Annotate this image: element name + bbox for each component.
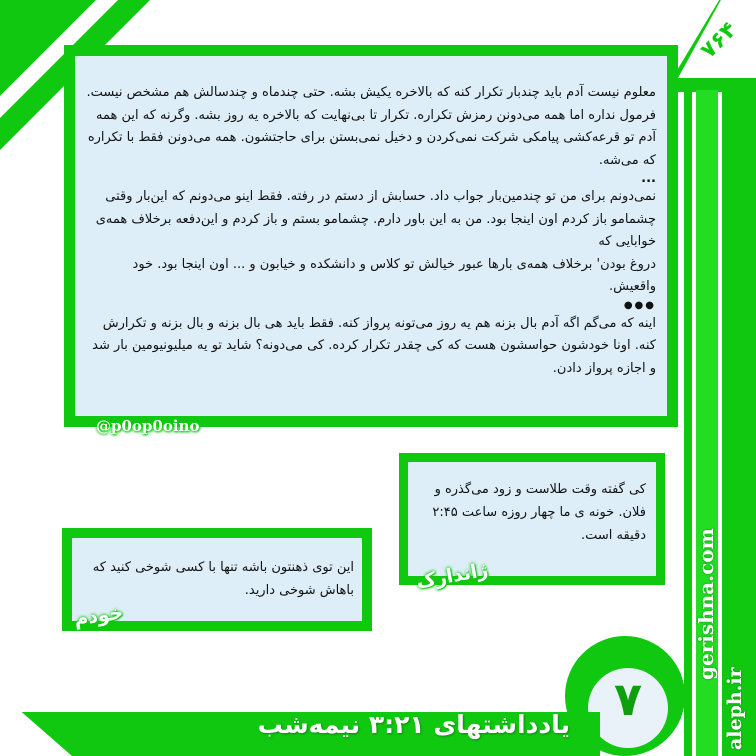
footer-title: یادداشتهای ۳:۲۱ نیمه‌شب [257,710,570,739]
quote-left-text: این توی ذهنتون باشه تنها با کسی شوخی کنید که باهاش شوخی دارید. [92,560,354,598]
paragraph-1: معلوم نیست آدم باید چندبار تکرار کنه که بالاخره یکیش بشه. حتی چندماه و چندسالش هم مشخص نیست. فرمول نداره اما همه می‌دونن رمزش تکراره. تکرار تا بی‌نهایت که بالاخره یه روز بشه. وگرنه که این همه آدم تو قرعه‌کشی پیامکی شرکت نمی‌کردن و دخیل نمی‌بستن برای حاجتشون. همه می‌دونن فقط با تکراره که می‌شه. [86,85,656,168]
separator-big: ●●● [623,299,656,311]
author-handle: @p0op0oino [96,417,200,435]
paragraph-4: اینه که می‌گم اگه آدم بال بزنه هم یه روز می‌تونه پرواز کنه. فقط باید هی بال بزنه و بال بزنه و تکرارش کنه. اونا خودشون حواسشون هست که کی چقدر تکرار کرده. کی می‌دونه؟ شاید تو یه میلیونیومین بار شد و اجازه پرواز دادن. [92,315,656,376]
quote-left-signature: خودم [72,601,125,631]
separator-small: ... [641,171,656,186]
right-stripe-wide [722,90,756,756]
quote-right-signature: ژاندارک [414,558,490,594]
paragraph-3: دروغ بودن' برخلاف همه‌ی بارها عبور خیالش تو کلاس و دانشکده و خیابون و ... اون اینجا بود. خود واقعیش. [132,256,656,294]
main-text [86,82,656,380]
paragraph-2: نمی‌دونم برای من تو چندمین‌بار جواب داد. حسابش از دستم در رفته. فقط اینو می‌دونم که این‌بار وقتی چشمامو باز کردم اون اینجا بود. من به این باور دارم. چشمامو بستم و باز کردم و این‌دفعه برخلاف همه‌ی خوابایی که [95,189,656,249]
quote-right-text: کی گفته وقت طلاست و زود می‌گذره و فلان. خونه ی ما چهار روزه ساعت ۲:۴۵ دقیقه است. [432,482,646,543]
number-badge-value: ۷ [613,672,643,726]
page-number: ۷۶۴ [695,17,743,64]
site-label-gerishna: gerishna.com [694,528,718,680]
right-stripe-thin [684,90,692,756]
site-label-aleph: aleph.ir [724,667,746,750]
